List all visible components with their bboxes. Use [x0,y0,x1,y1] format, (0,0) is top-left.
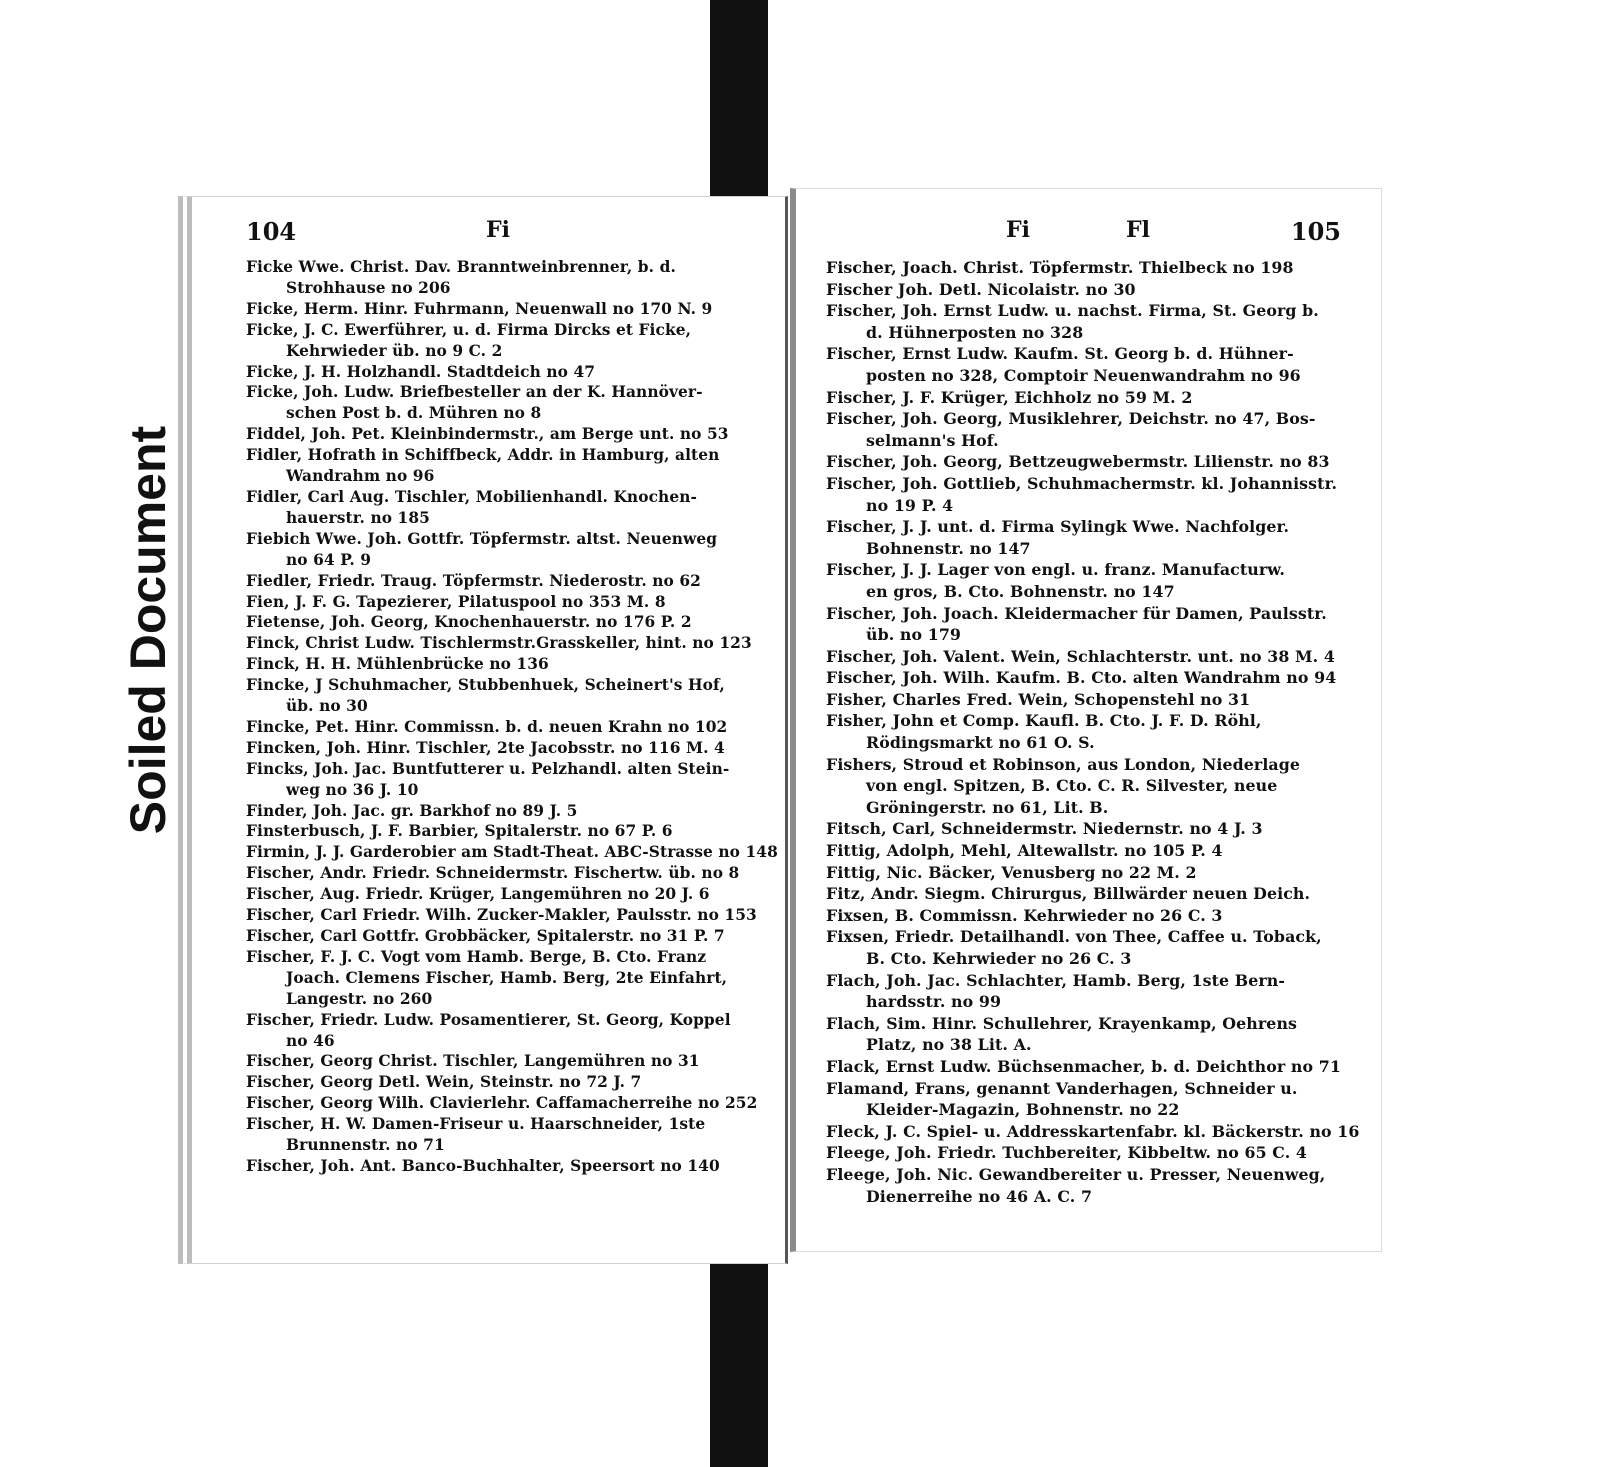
entry-line: Fleck, J. C. Spiel- u. Addresskartenfabr. kl. Bäckerstr. no 16 [826,1121,1360,1141]
entry-line: Fisher, John et Comp. Kaufl. B. Cto. J. F. D. Röhl, [826,711,1262,731]
entry-line: Fischer, Joh. Georg, Musiklehrer, Deichstr. no 47, Bos- [826,409,1316,429]
entry-line: Fischer, Carl Friedr. Wilh. Zucker-Makler, Paulsstr. no 153 [246,906,757,925]
entry-line: Fischer, Joh. Gottlieb, Schuhmachermstr. kl. Johannisstr. [826,473,1338,493]
binding-strip-top [710,0,768,198]
directory-entry [826,343,1341,386]
directory-entry [246,257,755,299]
stamp-text: Soiled Document [120,425,176,835]
entry-line: Fishers, Stroud et Robinson, aus London, Niederlage [826,754,1301,774]
entry-continuation-line: Kehrwieder üb. no 9 C. 2 [286,341,503,360]
directory-entry [246,445,755,487]
directory-entry [246,654,755,675]
directory-entry [826,862,1341,884]
directory-entry [826,710,1341,753]
entry-line: Flack, Ernst Ludw. Büchsenmacher, b. d. Deichthor no 71 [826,1056,1341,1076]
entry-line: Fietense, Joh. Georg, Knochenhauerstr. no 176 P. 2 [246,613,692,632]
entry-line: Fincke, J Schuhmacher, Stubbenhuek, Scheinert's Hof, [246,676,725,695]
entry-continuation-line: Kleider-Magazin, Bohnenstr. no 22 [866,1100,1180,1120]
directory-entry [826,970,1341,1013]
directory-entry [826,667,1341,689]
directory-entry [246,529,755,571]
entry-line: Fischer, J. F. Krüger, Eichholz no 59 M. 2 [826,387,1193,407]
directory-entry [246,821,755,842]
entry-continuation-line: schen Post b. d. Mühren no 8 [286,404,542,423]
entry-line: Fincks, Joh. Jac. Buntfutterer u. Pelzhandl. alten Stein- [246,759,730,778]
entry-line: Fleege, Joh. Friedr. Tuchbereiter, Kibbeltw. no 65 C. 4 [826,1143,1307,1163]
entry-line: Fischer, Joh. Georg, Bettzeugwebermstr. Lilienstr. no 83 [826,452,1330,472]
directory-entry [826,883,1341,905]
entry-continuation-line: d. Hühnerposten no 328 [866,322,1084,342]
directory-entry [246,487,755,529]
right-page-number: 105 [1290,217,1341,246]
entry-line: Finsterbusch, J. F. Barbier, Spitalerstr. no 67 P. 6 [246,822,673,841]
entry-line: Fischer, Joach. Christ. Töpfermstr. Thielbeck no 198 [826,258,1294,277]
entry-continuation-line: hauerstr. no 185 [286,508,430,527]
entry-line: Ficke, Joh. Ludw. Briefbesteller an der K. Hannöver- [246,383,703,402]
entry-continuation-line: B. Cto. Kehrwieder no 26 C. 3 [866,949,1132,968]
entry-line: Fischer, Joh. Wilh. Kaufm. B. Cto. alten Wandrahm no 94 [826,668,1337,688]
entry-line: Fiebich Wwe. Joh. Gottfr. Töpfermstr. altst. Neuenweg [246,529,718,548]
binding-strip-bottom [710,1240,768,1467]
entry-continuation-line: selmann's Hof. [866,430,999,450]
entry-continuation-line: Langestr. no 260 [286,989,433,1008]
entry-continuation-line: en gros, B. Cto. Bohnenstr. no 147 [866,581,1175,601]
entry-line: Fischer, Joh. Ernst Ludw. u. nachst. Firma, St. Georg b. [826,301,1319,321]
entry-line: Fisher, Charles Fred. Wein, Schopenstehl no 31 [826,689,1251,709]
right-page-header [826,217,1341,253]
entry-continuation-line: Dienerreihe no 46 A. C. 7 [866,1186,1093,1206]
entry-continuation-line: Platz, no 38 Lit. A. [866,1035,1032,1055]
directory-entry [826,818,1341,840]
right-page [790,188,1382,1252]
entry-continuation-line: von engl. Spitzen, B. Cto. C. R. Silvester, neue [866,776,1278,796]
entry-line: Ficke, J. H. Holzhandl. Stadtdeich no 47 [246,362,596,381]
directory-entry [246,759,755,801]
left-page-headword: Fi [486,217,510,243]
directory-entry [826,646,1341,668]
entry-line: Flach, Joh. Jac. Schlachter, Hamb. Berg, 1ste Bern- [826,970,1286,990]
directory-entry [246,424,755,445]
right-entry-list [826,257,1360,1207]
entry-line: Fischer, Andr. Friedr. Schneidermstr. Fischertw. üb. no 8 [246,864,740,883]
entry-line: Fincken, Joh. Hinr. Tischler, 2te Jacobsstr. no 116 M. 4 [246,738,725,757]
directory-entry [246,1051,755,1072]
directory-entry [246,1010,755,1052]
left-page [178,196,788,1264]
entry-line: Fittig, Adolph, Mehl, Altewallstr. no 105 P. 4 [826,841,1223,861]
entry-line: Ficke, Herm. Hinr. Fuhrmann, Neuenwall no 170 N. 9 [246,299,713,318]
directory-entry [826,1121,1360,1143]
directory-entry [246,299,755,320]
entry-line: Fidler, Hofrath in Schiffbeck, Addr. in Hamburg, alten [246,446,720,465]
entry-continuation-line: no 64 P. 9 [286,550,372,569]
entry-line: Fischer, Georg Wilh. Clavierlehr. Caffamacherreihe no 252 [246,1094,758,1113]
entry-continuation-line: no 19 P. 4 [866,495,954,515]
directory-entry [246,905,755,926]
entry-line: Fischer, J. J. Lager von engl. u. franz. Manufacturw. [826,560,1286,580]
directory-entry [826,689,1341,711]
entry-line: Fixsen, Friedr. Detailhandl. von Thee, Caffee u. Toback, [826,927,1322,947]
directory-entry [826,754,1341,819]
entry-line: Fixsen, B. Commissn. Kehrwieder no 26 C. 3 [826,905,1223,925]
entry-continuation-line: Strohhause no 206 [286,278,451,297]
entry-line: Ficke Wwe. Christ. Dav. Branntweinbrenner, b. d. [246,258,676,276]
entry-line: Fischer, H. W. Damen-Friseur u. Haarschneider, 1ste [246,1115,706,1134]
directory-entry [826,926,1341,969]
entry-line: Fidler, Carl Aug. Tischler, Mobilienhandl. Knochen- [246,487,698,506]
entry-continuation-line: üb. no 179 [866,625,962,645]
directory-entry [826,559,1341,602]
directory-entry [246,592,755,613]
directory-entry [826,840,1341,862]
directory-entry [246,738,755,759]
entry-continuation-line: üb. no 30 [286,697,368,716]
directory-entry [246,571,755,592]
entry-line: Finck, Christ Ludw. Tischlermstr.Grasskeller, hint. no 123 [246,634,752,653]
directory-entry [826,300,1341,343]
directory-entry [246,675,755,717]
entry-line: Fittig, Nic. Bäcker, Venusberg no 22 M. 2 [826,862,1197,882]
entry-line: Fischer, J. J. unt. d. Firma Sylingk Wwe. Nachfolger. [826,517,1290,537]
entry-line: Fitz, Andr. Siegm. Chirurgus, Billwärder neuen Deich. [826,884,1311,904]
entry-line: Finck, H. H. Mühlenbrücke no 136 [246,655,549,674]
directory-entry [246,612,755,633]
entry-line: Fischer, Carl Gottfr. Grobbäcker, Spitalerstr. no 31 P. 7 [246,927,725,945]
directory-entry [826,1142,1341,1164]
directory-entry [826,1164,1341,1207]
entry-continuation-line: Joach. Clemens Fischer, Hamb. Berg, 2te Einfahrt, [286,968,728,987]
left-page-number: 104 [246,217,297,246]
directory-entry [826,1013,1341,1056]
right-page-headword-left: Fi [1006,217,1030,243]
directory-entry [826,1078,1341,1121]
entry-line: Finder, Joh. Jac. gr. Barkhof no 89 J. 5 [246,801,578,820]
entry-continuation-line: Wandrahm no 96 [286,467,435,486]
directory-entry [826,451,1341,473]
directory-entry [246,717,755,738]
directory-entry [826,905,1341,927]
right-page-headword-right: Fl [1126,217,1150,243]
directory-entry [246,1114,755,1156]
entry-continuation-line: hardsstr. no 99 [866,992,1002,1012]
entry-line: Fischer, Friedr. Ludw. Posamentierer, St. Georg, Koppel [246,1010,731,1029]
entry-line: Firmin, J. J. Garderobier am Stadt-Theat. ABC-Strasse no 148 [246,843,778,862]
entry-continuation-line: Brunnenstr. no 71 [286,1136,445,1155]
left-entry-list [246,257,778,1177]
entry-continuation-line: Gröningerstr. no 61, Lit. B. [866,797,1109,817]
directory-entry [826,408,1341,451]
directory-entry [246,842,778,863]
directory-entry [246,382,755,424]
entry-line: Fischer, Ernst Ludw. Kaufm. St. Georg b. d. Hühner- [826,344,1294,364]
directory-entry [826,387,1341,409]
entry-line: Fischer, Joh. Valent. Wein, Schlachterstr. unt. no 38 M. 4 [826,646,1335,666]
entry-continuation-line: weg no 36 J. 10 [286,780,419,799]
entry-continuation-line: posten no 328, Comptoir Neuenwandrahm no 96 [866,365,1301,385]
entry-line: Fleege, Joh. Nic. Gewandbereiter u. Presser, Neuenweg, [826,1164,1326,1184]
directory-entry [246,926,755,947]
directory-entry [246,1093,758,1114]
directory-entry [246,863,755,884]
directory-entry [826,1056,1341,1078]
entry-line: Fischer, Georg Christ. Tischler, Langemühren no 31 [246,1052,700,1071]
entry-line: Fiedler, Friedr. Traug. Töpfermstr. Niederostr. no 62 [246,571,701,590]
soiled-document-stamp [118,380,178,880]
directory-entry [826,257,1341,279]
directory-entry [826,603,1341,646]
entry-line: Fischer, F. J. C. Vogt vom Hamb. Berge, B. Cto. Franz [246,947,707,966]
entry-line: Fischer, Aug. Friedr. Krüger, Langemühren no 20 J. 6 [246,885,710,904]
directory-entry [246,884,755,905]
directory-entry [246,947,755,1010]
entry-line: Fincke, Pet. Hinr. Commissn. b. d. neuen Krahn no 102 [246,717,728,736]
directory-entry [246,633,755,654]
entry-line: Ficke, J. C. Ewerführer, u. d. Firma Dircks et Ficke, [246,320,692,339]
entry-line: Fitsch, Carl, Schneidermstr. Niedernstr. no 4 J. 3 [826,819,1263,839]
directory-entry [246,320,755,362]
entry-line: Flamand, Frans, genannt Vanderhagen, Schneider u. [826,1078,1298,1098]
entry-line: Fiddel, Joh. Pet. Kleinbindermstr., am Berge unt. no 53 [246,425,729,444]
entry-line: Fischer, Joh. Joach. Kleidermacher für Damen, Paulsstr. [826,603,1327,623]
directory-entry [246,362,755,383]
directory-entry [246,1072,755,1093]
entry-line: Fischer, Georg Detl. Wein, Steinstr. no 72 J. 7 [246,1073,642,1092]
entry-line: Fischer Joh. Detl. Nicolaistr. no 30 [826,279,1136,299]
entry-continuation-line: Bohnenstr. no 147 [866,538,1031,558]
directory-entry [246,801,755,822]
directory-entry [826,279,1341,301]
entry-continuation-line: no 46 [286,1031,335,1050]
directory-entry [826,516,1341,559]
entry-line: Flach, Sim. Hinr. Schullehrer, Krayenkamp, Oehrens [826,1013,1298,1033]
left-page-header [246,217,755,253]
entry-line: Fischer, Joh. Ant. Banco-Buchhalter, Speersort no 140 [246,1156,720,1175]
entry-line: Fien, J. F. G. Tapezierer, Pilatuspool no 353 M. 8 [246,592,666,611]
entry-continuation-line: Rödingsmarkt no 61 O. S. [866,733,1095,753]
directory-entry [826,473,1341,516]
directory-entry [246,1156,755,1177]
